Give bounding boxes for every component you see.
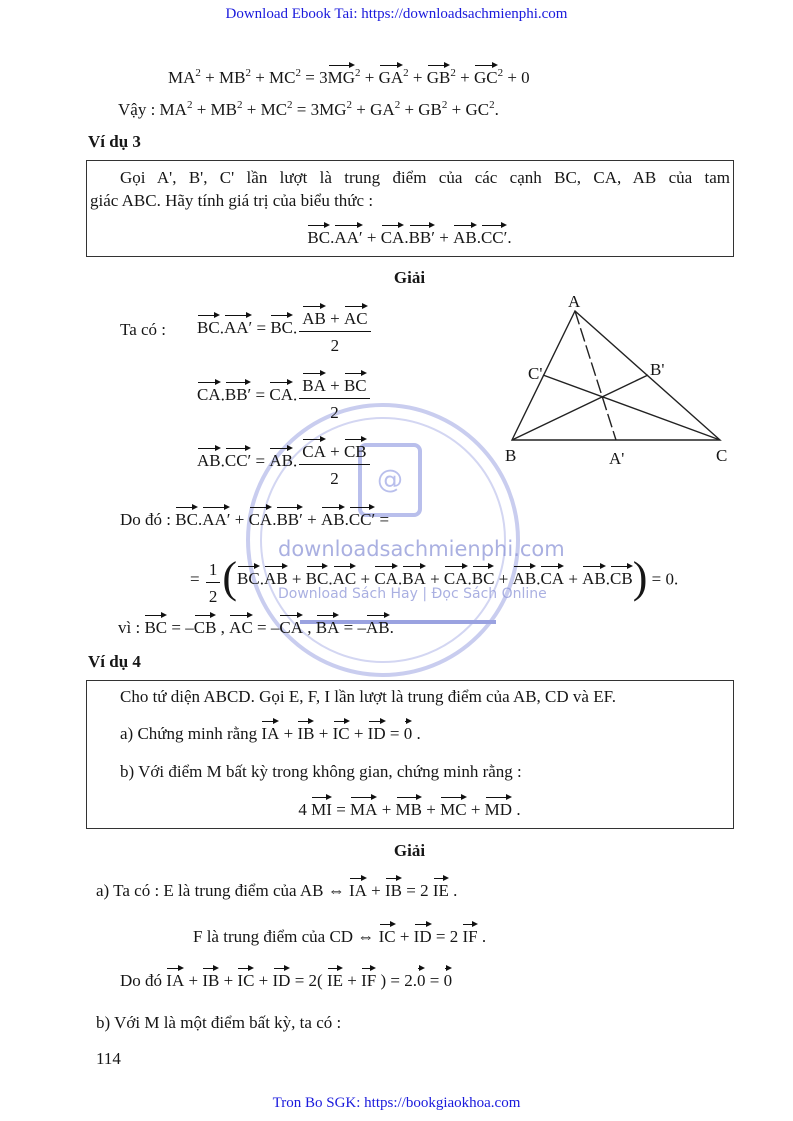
vector: BC <box>471 569 495 589</box>
text-run: + <box>279 724 298 743</box>
text-run: Gọi A', B', C' lần lượt là trung điểm của các cạnh BC, CA, AB của tam <box>120 168 730 187</box>
text-run: = <box>425 971 444 990</box>
vector: GA <box>378 68 404 87</box>
text-run: . <box>536 569 541 589</box>
text-run: + <box>360 68 379 87</box>
median-aa1 <box>575 311 616 440</box>
footer-link[interactable]: Tron Bo SGK: https://bookgiaokhoa.com <box>272 1095 521 1111</box>
text-run: 2 <box>330 403 339 422</box>
vector: CA <box>374 569 398 589</box>
vector: BB′ <box>408 228 435 247</box>
text-run: = <box>251 385 270 405</box>
text-run: ) = 2. <box>376 971 417 990</box>
vector: AA′ <box>202 510 231 529</box>
vector: CA <box>248 510 273 529</box>
vector: AB <box>582 569 606 589</box>
superscript: 2 <box>287 99 293 111</box>
vector: IB <box>202 971 220 990</box>
text-run: . <box>293 385 298 405</box>
vector: CA <box>540 569 565 589</box>
midpoint-label-c1: C' <box>528 364 543 383</box>
text-run: + <box>254 971 273 990</box>
superscript: 2 <box>489 99 495 111</box>
vector: CA <box>302 442 326 461</box>
vector: AB <box>365 618 390 637</box>
text-run: + <box>343 971 362 990</box>
solution-a-line-2 <box>193 927 486 947</box>
vector: CA <box>380 228 405 247</box>
text-run: + <box>356 569 375 589</box>
text-run: = 2 <box>402 881 433 900</box>
vector: IE <box>432 881 449 900</box>
text-run: a) Chứng minh rằng <box>120 724 262 743</box>
vector: MI <box>311 800 332 819</box>
median-cc1 <box>543 375 720 440</box>
vector: AA′ <box>334 228 363 247</box>
vector: BB′ <box>276 510 303 529</box>
midpoint-label-a1: A' <box>609 449 625 468</box>
text-run: + 0 <box>503 68 530 87</box>
vector: 0 <box>443 971 453 990</box>
vector: CC′ <box>348 510 376 529</box>
solution-b-line-1 <box>96 1013 341 1033</box>
text-run: Ví dụ 4 <box>88 652 141 671</box>
superscript: 2 <box>394 99 401 111</box>
text-run: . <box>220 451 225 471</box>
text-run: + <box>408 68 427 87</box>
vector: AB <box>320 510 345 529</box>
vector: AA′ <box>223 318 253 338</box>
vector: CA <box>279 618 304 637</box>
vertex-label-b: B <box>505 446 517 465</box>
solution-title <box>86 841 733 861</box>
vector: GC <box>473 68 498 87</box>
text-run: = 3 <box>301 68 328 87</box>
superscript: 2 <box>346 99 353 111</box>
text-run: + <box>494 569 513 589</box>
text-run: Vậy : MA <box>118 100 187 119</box>
text-run: + <box>314 724 333 743</box>
vector: AB <box>512 569 537 589</box>
vector: ID <box>367 724 386 743</box>
superscript: 2 <box>237 99 243 111</box>
text-run: . <box>197 510 203 529</box>
text-run: , <box>303 618 316 637</box>
text-run: Cho tứ diện ABCD. Gọi E, F, I lần lượt là trung điểm của AB, CD và EF. <box>120 687 616 706</box>
text-run: + <box>325 442 344 461</box>
text-run: Do đó : <box>120 510 176 529</box>
vector: BC <box>307 228 331 247</box>
example-4-text <box>120 687 616 707</box>
text-run: . <box>330 228 335 247</box>
example-4-formula <box>86 800 733 820</box>
text-run: + GA <box>352 100 395 119</box>
vector: AC <box>343 309 368 328</box>
text-run: . <box>512 800 521 819</box>
vector: CB <box>343 442 367 461</box>
vector: IB <box>297 724 315 743</box>
text-run: + <box>425 569 444 589</box>
text-run: + <box>362 228 381 247</box>
vector: CA <box>197 385 221 405</box>
superscript: 2 <box>186 99 193 111</box>
text-run: MA <box>168 68 196 87</box>
text-run: = <box>331 800 351 819</box>
vector: AB <box>269 451 293 471</box>
text-run: + <box>184 971 203 990</box>
text-run: Giải <box>393 268 426 287</box>
text-run: + <box>349 724 368 743</box>
text-run: 2 <box>208 587 218 606</box>
text-run: + MB <box>192 100 237 119</box>
vector: GB <box>426 68 451 87</box>
vector: BC <box>343 376 367 395</box>
text-run: + <box>325 376 344 395</box>
superscript: 2 <box>195 67 201 79</box>
text-run: , <box>216 618 230 637</box>
text-run: b) Với điểm M bất kỳ trong không gian, chứng minh rằng : <box>120 762 522 781</box>
vector: CA <box>443 569 468 589</box>
text-run: = <box>251 451 270 471</box>
text-run: b) Với M là một điểm bất kỳ, ta có : <box>96 1013 342 1032</box>
vector: ID <box>413 927 432 946</box>
vector: BC <box>197 318 220 338</box>
text-run: = <box>190 569 204 589</box>
text-run: + <box>230 510 249 529</box>
vector: MC <box>440 800 467 819</box>
text-run: . <box>467 569 472 589</box>
text-run: giác ABC. Hãy tính giá trị của biểu thức : <box>90 191 374 210</box>
text-run: . <box>259 569 264 589</box>
text-run: + <box>455 68 474 87</box>
superscript: 2 <box>355 67 361 79</box>
text-run: + <box>564 569 583 589</box>
header-link[interactable]: Download Ebook Tai: https://downloadsachmienphi.com <box>225 6 568 22</box>
text-run: + <box>219 971 238 990</box>
vector: AB <box>197 451 221 471</box>
parenthesis: ) <box>632 552 648 602</box>
text-run: + <box>287 569 306 589</box>
text-run: a) Ta có : E là trung điểm của AB ⇔ <box>96 881 349 900</box>
vector: AC <box>229 618 253 637</box>
text-run: + MB <box>200 68 246 87</box>
vector: CC′ <box>224 451 252 471</box>
text-run: + <box>325 309 344 328</box>
vector: IA <box>261 724 280 743</box>
parenthesis: ( <box>222 552 237 602</box>
text-run: . <box>293 451 298 471</box>
solution-a-line-1 <box>96 881 457 901</box>
text-run: + <box>422 800 441 819</box>
text-run: + MC <box>250 68 296 87</box>
text-run: + GB <box>400 100 442 119</box>
text-run: F là trung điểm của CD ⇔ <box>193 927 379 946</box>
text-run: Ta có : <box>120 320 167 339</box>
text-run: + MC <box>242 100 288 119</box>
text-run: Do đó <box>120 971 167 990</box>
text-run: = 3MG <box>292 100 347 119</box>
text-run: . <box>328 569 333 589</box>
vector: BB′ <box>224 385 252 405</box>
text-run: = 2( <box>290 971 327 990</box>
median-bb1 <box>512 375 648 440</box>
vector: BC <box>305 569 329 589</box>
vector: ID <box>272 971 291 990</box>
svg-text:@: @ <box>377 465 403 495</box>
vector: 0 <box>403 724 413 743</box>
text-run: = <box>375 510 390 529</box>
text-run: 2 <box>330 469 339 488</box>
vector: CA <box>269 385 293 405</box>
text-run: + <box>302 510 321 529</box>
text-run: = – <box>167 618 194 637</box>
watermark-tagline: Download Sách Hay | Đọc Sách Online <box>278 586 547 602</box>
text-run: . <box>448 881 458 900</box>
vector: AB <box>263 569 288 589</box>
text-run: Giải <box>393 841 426 860</box>
vector: BA <box>315 618 340 637</box>
vector: IC <box>237 971 255 990</box>
text-run: . <box>272 510 277 529</box>
vector: IF <box>361 971 377 990</box>
text-run: . <box>476 228 481 247</box>
vector: IC <box>332 724 350 743</box>
vector: BC <box>144 618 168 637</box>
text-run: 1 <box>208 560 218 579</box>
text-run: + <box>377 800 396 819</box>
text-run: = <box>252 318 271 338</box>
text-run: vì : <box>118 618 145 637</box>
example-4-part-b <box>120 762 522 782</box>
text-run: . <box>389 618 394 637</box>
text-run: . <box>605 569 611 589</box>
vector: 0 <box>416 971 426 990</box>
text-run: = 2 <box>431 927 463 946</box>
page-number: 114 <box>96 1049 121 1068</box>
vertex-label-c: C <box>716 446 728 465</box>
solution-a-line-3 <box>120 971 452 991</box>
superscript: 2 <box>441 99 448 111</box>
text-run: = – <box>339 618 366 637</box>
vector: MA <box>350 800 378 819</box>
superscript: 2 <box>450 67 456 79</box>
text-run: . <box>404 228 409 247</box>
vector: CC′ <box>480 228 508 247</box>
vector: IA <box>348 881 367 900</box>
example-4-part-a <box>120 724 421 744</box>
text-run: . <box>507 228 512 247</box>
text-run: . <box>219 318 224 338</box>
superscript: 2 <box>245 67 251 79</box>
text-run: . <box>344 510 349 529</box>
text-run: + GC <box>447 100 490 119</box>
example-4-title <box>88 652 141 672</box>
text-run: + <box>366 881 386 900</box>
midpoint-label-b1: B' <box>650 360 665 379</box>
vector: CB <box>193 618 217 637</box>
vector: IB <box>385 881 403 900</box>
text-run: + <box>395 927 414 946</box>
superscript: 2 <box>403 67 409 79</box>
vector: BC <box>175 510 198 529</box>
vector: AC <box>332 569 357 589</box>
vector: CB <box>610 569 633 589</box>
vector: AB <box>453 228 477 247</box>
vector: MB <box>395 800 423 819</box>
vector: AB <box>302 309 326 328</box>
vector: MD <box>484 800 513 819</box>
vertex-label-a: A <box>568 292 581 311</box>
vector: BA <box>402 569 426 589</box>
text-run: 4 <box>298 800 312 819</box>
text-run: + <box>434 228 454 247</box>
text-run: = 0. <box>647 569 679 589</box>
text-run: . <box>220 385 225 405</box>
vector: IA <box>166 971 185 990</box>
vector: BC <box>237 569 260 589</box>
text-run: . <box>477 927 487 946</box>
watermark-site: downloadsachmienphi.com <box>278 537 565 561</box>
vector: IE <box>326 971 344 990</box>
text-run: 2 <box>330 336 340 355</box>
text-run: . <box>412 724 421 743</box>
superscript: 2 <box>497 67 504 79</box>
text-run: + <box>466 800 485 819</box>
text-run: = – <box>252 618 280 637</box>
text-run: Ví dụ 3 <box>88 132 141 151</box>
vector: IF <box>462 927 478 946</box>
text-run: . <box>397 569 403 589</box>
text-run: . <box>494 100 499 119</box>
vector: BC <box>270 318 293 338</box>
vector: MG <box>327 68 355 87</box>
vector: BA <box>302 376 326 395</box>
vector: IC <box>378 927 396 946</box>
superscript: 2 <box>295 67 301 79</box>
text-run: . <box>293 318 298 338</box>
text-run: = <box>385 724 404 743</box>
